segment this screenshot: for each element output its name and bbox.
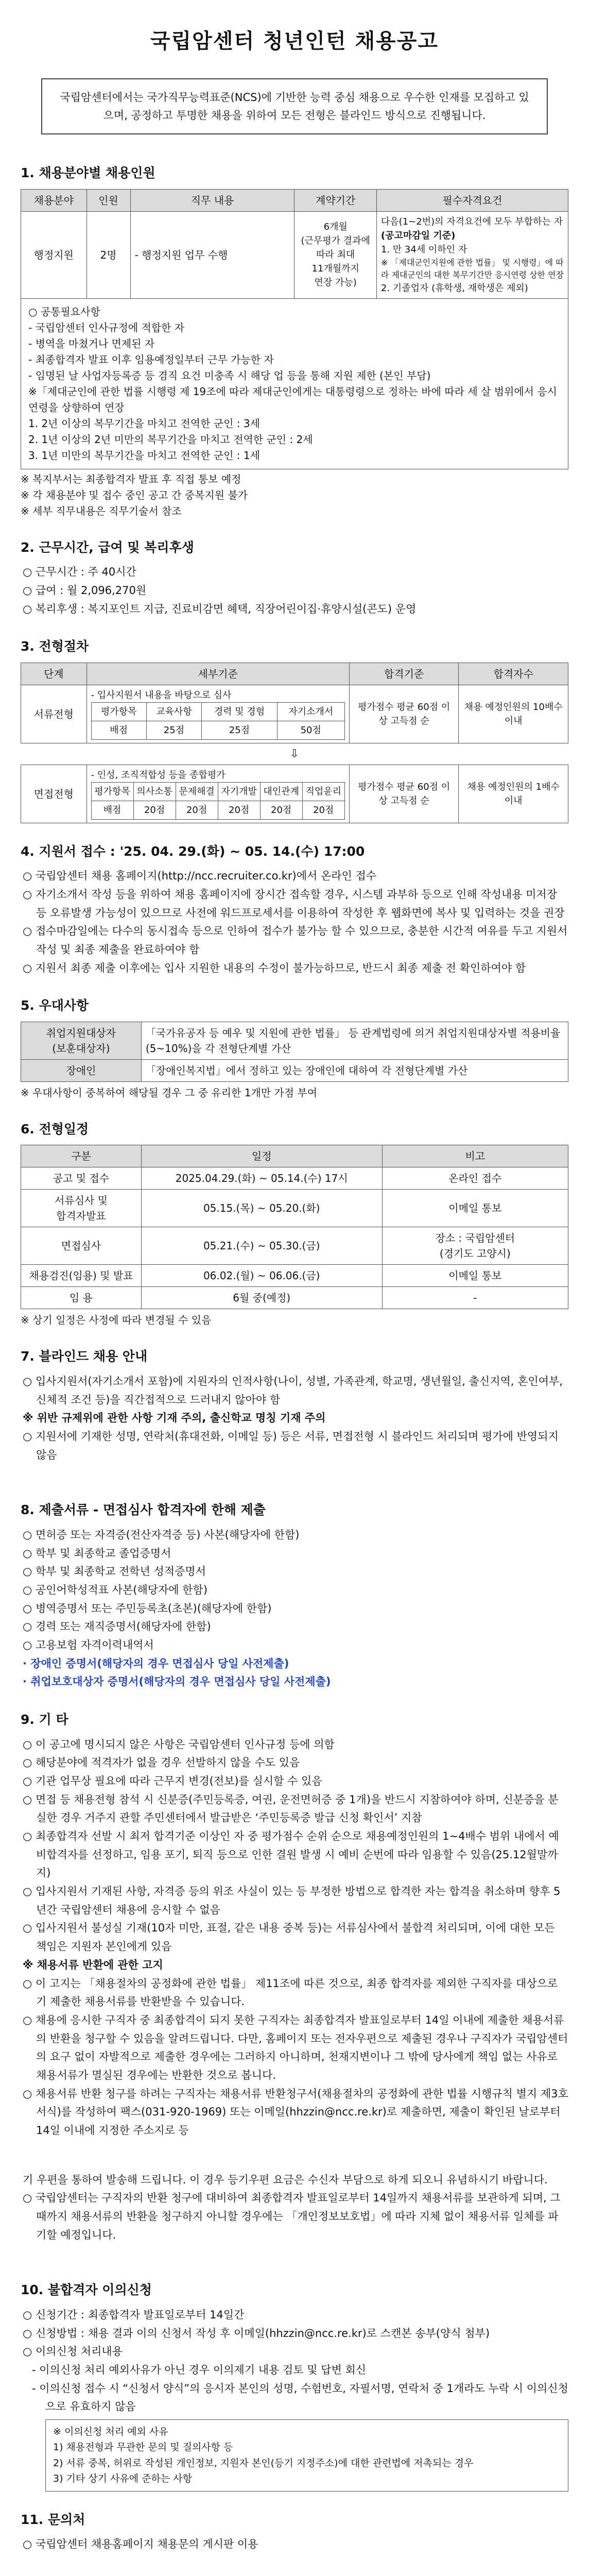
document-count: 채용 예정인원의 10배수 이내 [459,685,568,743]
note-line: 2. 1년 이상의 2년 미만의 복무기간을 마치고 전역한 군인 : 2세 [28,433,313,446]
interview-score-table [91,782,345,820]
interview-count: 채용 예정인원의 1배수 이내 [459,765,568,823]
preference-value: 「국가유공자 등 예우 및 지원에 관한 법률」 등 관계법령에 의거 취업지원대상자별 적용비율(5~10%)을 각 전형단계별 가산 [141,1022,568,1059]
contact-item: ○ 국립암센터 채용홈페이지 채용문의 게시판 이용 [23,2538,258,2551]
req-line: 다음(1~2번)의 자격요건에 모두 부합하는 자 [380,216,563,227]
application-item: ○ 국립암센터 채용 홈페이지(http://ncc.recruiter.co.kr)에서 온라인 접수 [23,870,377,883]
misc-item: ○ 입사지원서 기재된 사항, 자격증 등의 위조 사실이 있는 등 부정한 방법으로 합격한 자는 합격을 취소하며 향후 5년간 국립암센터 채용에 응시할 수 없음 [23,1885,561,1916]
score-header: 자기개발 [218,782,260,801]
requirements-cell [376,211,568,298]
process-table-document [21,663,568,743]
score-header: 직업윤리 [302,782,344,801]
misc-item: ○ 이 공고에 명시되지 않은 사항은 국립암센터 인사규정 등에 의함 [23,1738,335,1751]
schedule-cell: 장소 : 국립암센터 (경기도 고양시) [382,1227,568,1265]
document-criteria [86,685,349,743]
th-schedule: 일정 [141,1145,382,1167]
score-value: 20점 [218,801,260,819]
section-9-title: 9. 기 타 [21,1712,68,1727]
arrow-down-icon: ⇩ [289,747,300,760]
page-title: 국립암센터 청년인턴 채용공고 [150,29,439,53]
blind-item: ※ 위반 규제위에 관한 사항 기재 주의, 출신학교 명칭 기재 주의 [23,1412,326,1425]
section-8-title: 8. 제출서류 - 면접심사 합격자에 한해 제출 [21,1502,266,1518]
misc-item: ○ 면접 등 채용전형 참석 시 신분증(주민등록증, 여권, 운전면허증 중 1개)을 반드시 지참하여야 하며, 신분증을 분실한 경우 거주지 관할 주민센터에서 발급받은 ‘주민등록증 발급 신청 확인서’ 지참 [23,1793,559,1824]
section-1-note: ※ 복지부서는 최종합격자 발표 후 직접 통보 예정 [21,472,241,485]
th-pass: 합격기준 [349,663,459,685]
benefits: ○ 복리후생 : 복지포인트 지급, 진료비감면 혜택, 직장어린이집·휴양시설(콘도) 운영 [23,602,417,615]
th-count: 인원 [86,189,130,211]
schedule-cell: 05.15.(목) ~ 05.20.(화) [141,1190,382,1227]
appeal-item: ○ 이의신청 처리내용 [23,2345,123,2358]
section-1-note: ※ 각 채용분야 및 접수 중인 공고 간 중복지원 불가 [21,488,248,501]
blind-item: ○ 지원서에 기재한 성명, 연락처(휴대전화, 이메일 등) 등은 서류, 면접전형 시 블라인드 처리되며 평가에 반영되지 않음 [23,1430,559,1461]
misc-item: ※ 채용서류 반환에 관한 고지 [23,1958,163,1971]
schedule-cell: - [382,1287,568,1309]
section-6-title: 6. 전형일정 [21,1121,89,1137]
schedule-note: ※ 상기 일정은 사정에 따라 변경될 수 있음 [21,1314,212,1327]
th-requirements: 필수자격요건 [376,189,568,211]
misc-item: ○ 국립암센터는 구직자의 반환 청구에 대비하여 최종합격자 발표일로부터 14일까지 채용서류를 보관하게 되며, 그때까지 채용서류의 반환을 청구하지 아니할 경우에는 「개인정보보호법」에 따라 지체 없이 채용서류 일체를 파기할 예정입니다. [23,2192,561,2241]
score-value: 20점 [133,801,176,819]
preference-note: ※ 우대사항이 중복하여 해당될 경우 그 중 유리한 1개만 가점 부여 [21,1086,318,1099]
th-duty: 직무 내용 [130,189,294,211]
score-header: 평가항목 [91,702,146,721]
schedule-cell: 임 용 [21,1287,142,1309]
th-field: 채용분야 [21,189,87,211]
document-item: ○ 학부 및 최종학교 졸업증명서 [23,1547,171,1560]
schedule-row [21,1227,568,1265]
intro-box: 국립암센터에서는 국가직무능력표준(NCS)에 기반한 능력 중심 채용으로 우수한 인재를 모집하고 있으며, 공정하고 투명한 채용을 위하여 모든 전형은 블라인드 방식으로 진행됩니다. [41,78,548,134]
th-criteria: 세부기준 [86,663,349,685]
application-item: ○ 접수마감일에는 다수의 동시접속 등으로 인하여 접수가 불가능 할 수 있으므로, 충분한 시간적 여유를 두고 지원서 작성 및 최종 제출을 완료하여야 함 [23,925,568,956]
note-line: - 최종합격자 발표 이후 임용예정일부터 근무 가능한 자 [28,353,274,366]
document-item: ○ 경력 또는 재직증명서(해당자에 한함) [23,1620,211,1633]
appeal-item: ○ 신청방법 : 채용 결과 이의 신청서 작성 후 이메일(hhzzin@ncc.re.kr)로 스캔본 송부(양식 첨부) [23,2327,490,2340]
interview-pass: 평가점수 평균 60점 이상 고득점 순 [349,765,459,823]
document-item: ○ 병역증명서 또는 주민등록초(초본)(해당자에 한함) [23,1602,272,1615]
note-line: ※「제대군인에 관한 법률 시행령 제 19조에 따라 제대군인에게는 대통령령으로 정하는 바에 따라 세 살 범위에서 응시연령을 상향하여 연장 [28,385,557,414]
exception-line: 1) 채용전형과 무관한 문의 및 질의사항 등 [53,2442,233,2453]
schedule-cell: 면접심사 [21,1227,142,1265]
section-4-title: 4. 지원서 접수 : '25. 04. 29.(화) ~ 05. 14.(수) 17:00 [21,843,365,859]
application-item: ○ 지원서 최종 제출 이후에는 입사 지원한 내용의 수정이 불가능하므로, 반드시 최종 제출 전 확인하여야 함 [23,961,526,974]
interview-desc: - 인성, 조직적합성 등을 종합평가 [91,769,226,781]
exception-line: ※ 이의신청 처리 예외 사유 [53,2426,168,2438]
schedule-cell: 채용검진(임용) 및 발표 [21,1265,142,1287]
schedule-row [21,1287,568,1309]
section-3-title: 3. 전형절차 [21,639,89,654]
salary: ○ 급여 : 월 2,096,270원 [23,584,147,597]
document-item: ○ 면허증 또는 자격증(전산자격증 등) 사본(해당자에 한함) [23,1528,300,1541]
req-line: 2. 기졸업자 (휴학생, 재학생은 제외) [380,282,528,294]
recruit-table [21,189,568,299]
section-7-title: 7. 블라인드 채용 안내 [21,1349,148,1364]
document-score-table [91,702,345,740]
note-line: - 병역을 마쳤거나 면제된 자 [28,337,155,350]
schedule-row [21,1265,568,1287]
score-value: 20점 [176,801,218,819]
misc-item: ○ 채용에 응시한 구직자 중 최종합격이 되지 못한 구직자는 최종합격자 발표일로부터 14일 이내에 제출한 채용서류의 반환을 청구할 수 있음을 알려드립니다. 다만, 홈페이지 또는 전자우편으로 제출된 경우나 구직자가 국립암센터의 요구 없이 자발적으로 제출한 경우에는 그러하지 아니하며, 천재지변이나 그 밖에 당사에게 책임 없는 사유로 채용서류가 멸실된 경우에는 반환한 것으로 봅니다. [23,2013,568,2081]
schedule-cell: 온라인 접수 [382,1167,568,1190]
work-hours: ○ 근무시간 : 주 40시간 [23,566,136,579]
schedule-cell: 이메일 통보 [382,1190,568,1227]
document-desc: - 입사지원서 내용을 바탕으로 심사 [91,689,232,701]
document-item: · 장애인 증명서(해당자의 경우 면접심사 당일 사전제출) [23,1657,289,1670]
exception-line: 3) 기타 상기 사유에 준하는 사항 [53,2473,192,2485]
score-value: 20점 [260,801,302,819]
document-pass: 평가점수 평균 60점 이상 고득점 순 [349,685,459,743]
score-value: 25점 [202,721,278,739]
preference-value: 「장애인복지법」에서 정하고 있는 장애인에 대하여 각 전형단계별 가산 [141,1059,568,1081]
field-cell: 행정지원 [21,211,87,298]
score-header: 문제해결 [176,782,218,801]
score-label: 배점 [91,801,133,819]
score-value: 20점 [302,801,344,819]
appeal-item: ○ 신청기간 : 최종합격자 발표일로부터 14일간 [23,2308,245,2321]
stage-document: 서류전형 [21,685,87,743]
schedule-cell: 서류심사 및 합격자발표 [21,1190,142,1227]
recruit-table-row [21,211,568,298]
note-line: 3. 1년 미만의 복무기간을 마치고 전역한 군인 : 1세 [28,449,260,462]
duty-cell: - 행정지원 업무 수행 [130,211,294,298]
score-header: 자기소개서 [277,702,344,721]
misc-item: ○ 입사지원서 불성실 기재(10자 미만, 표절, 같은 내용 중복 등)는 서류심사에서 불합격 처리되며, 이에 대한 모든 책임은 지원자 본인에게 있음 [23,1922,555,1953]
score-header: 경력 및 경험 [202,702,278,721]
application-item: ○ 자기소개서 작성 등을 위하여 채용 홈페이지에 장시간 접속할 경우, 시스템 과부하 등으로 인해 작성내용 미저장 등 오류발생 가능성이 있으므로 사전에 워드프로세서를 이용하여 작성한 후 웹화면에 복사 및 입력하는 것을 권장 [23,888,565,919]
misc-item: 기 우편을 통하여 발송해 드립니다. 이 경우 등기우편 요금은 수신자 부담으로 하게 되오니 유념하시기 바랍니다. [23,2173,548,2186]
stage-interview: 면접전형 [21,765,87,823]
blind-item: ○ 입사지원서(자기소개서 포함)에 지원자의 인적사항(나이, 성별, 가족관계, 학교명, 생년월일, 출신지역, 혼인여부, 신체적 조건 등)을 직간접적으로 드러내지 않아야 함 [23,1375,563,1406]
score-header: 평가항목 [91,782,133,801]
score-value: 50점 [277,721,344,739]
schedule-cell: 공고 및 접수 [21,1167,142,1190]
schedule-row [21,1167,568,1190]
interview-criteria [86,765,349,823]
section-11-title: 11. 문의처 [21,2512,85,2527]
appeal-exception-box [45,2419,568,2492]
schedule-cell: 6월 중(예정) [141,1287,382,1309]
schedule-cell: 06.02.(월) ~ 06.06.(금) [141,1265,382,1287]
section-1-title: 1. 채용분야별 채용인원 [21,165,155,181]
section-1-note: ※ 세부 직무내용은 직무기술서 참조 [21,504,182,517]
document-item: ○ 고용보험 자격이력내역서 [23,1639,154,1652]
score-value: 25점 [146,721,201,739]
section-5-title: 5. 우대사항 [21,998,89,1013]
schedule-cell: 05.21.(수) ~ 05.30.(금) [141,1227,382,1265]
recruit-table-header [21,189,568,211]
document-item: · 취업보호대상자 증명서(해당자의 경우 면접심사 당일 사전제출) [23,1675,331,1688]
appeal-subitem: - 이의신청 접수 시 “신청서 양식”의 응시자 본인의 성명, 수험번호, 자필서명, 연락처 중 1개라도 누락 시 이의신청으로 유효하지 않음 [32,2382,568,2413]
schedule-row [21,1190,568,1227]
req-line: 1. 만 34세 이하인 자 [380,244,467,255]
schedule-table [21,1145,568,1309]
misc-item: ○ 최종합격자 선발 시 최저 합격기준 이상인 자 중 평가점수 순위 순으로 채용예정인원의 1~4배수 범위 내에서 예비합격자를 선정하고, 임용 포기, 퇴직 등으로 인한 결원 발생 시 예비 순번에 따라 임용할 수 있음(25.12월말까지) [23,1830,559,1879]
document-item: ○ 공인어학성적표 사본(해당자에 한함) [23,1583,208,1596]
document-item: ○ 학부 및 최종학교 전학년 성적증명서 [23,1565,206,1578]
misc-item: ○ 이 고지는 「채용절차의 공정화에 관한 법률」 제11조에 따른 것으로, 최종 합격자를 제외한 구직자를 대상으로 기 제출한 채용서류를 반환받을 수 있습니다. [23,1977,558,2008]
count-cell: 2명 [86,211,130,298]
schedule-cell: 이메일 통보 [382,1265,568,1287]
th-category: 구분 [21,1145,142,1167]
note-line: 1. 2년 이상의 복무기간을 마치고 전역한 군인 : 3세 [28,417,260,430]
process-table-interview [21,765,568,823]
score-header: 대인관계 [260,782,302,801]
misc-item: ○ 채용서류 반환 청구를 하려는 구직자는 채용서류 반환청구서(채용절차의 공정화에 관한 법률 시행규칙 별지 제3호 서식)를 작성하여 팩스(031-920-1969) 또는 이메일(hhzzin@ncc.re.kr)로 제출하면, 제출이 확인된 날로부터 14일 이내에 지정한 주소지로 등 [23,2087,568,2137]
th-stage: 단계 [21,663,87,685]
misc-item: ○ 해당분야에 적격자가 없을 경우 선발하지 않을 수도 있음 [23,1756,300,1769]
th-period: 계약기간 [294,189,376,211]
exception-line: 2) 서류 중복, 허위로 작성된 개인정보, 지원자 본인(등기 지정주소)에 대한 관련법에 저촉되는 경우 [53,2457,474,2469]
req-line: ※ 「제대군인지원에 관한 법률」 및 시행령」에 따라 제대군인의 대한 복무기간만 응시연령 상한 연장 [380,257,564,280]
th-number: 합격자수 [459,663,568,685]
misc-item: ○ 기관 업무상 필요에 따라 근무지 변경(전보)를 실시할 수 있음 [23,1774,322,1787]
note-line: - 국립암센터 인사규정에 적합한 자 [28,321,185,334]
score-header: 교육사항 [146,702,201,721]
section-10-title: 10. 불합격자 이의신청 [21,2282,152,2298]
score-header: 의사소통 [133,782,176,801]
th-remark: 비고 [382,1145,568,1167]
score-label: 배점 [91,721,146,739]
schedule-cell: 2025.04.29.(화) ~ 05.14.(수) 17시 [141,1167,382,1190]
note-line: - 임명된 날 사업자등록증 등 겸직 요건 미충족 시 해당 업 등을 통해 지원 제한 (본인 부담) [28,369,431,382]
note-line: ○ 공통필요사항 [28,305,100,318]
appeal-subitem: - 이의신청 처리 예외사유가 아닌 경우 이의제기 내용 검토 및 답변 회신 [32,2364,367,2377]
preference-key: 취업지원대상자 (보훈대상자) [21,1022,142,1059]
preference-table [21,1022,568,1082]
common-requirements-box [21,299,568,469]
section-2-title: 2. 근무시간, 급여 및 복리후생 [21,539,194,555]
period-cell: 6개월 (근무평가 결과에 따라 최대 11개월까지 연장 가능) [294,211,376,298]
preference-key: 장애인 [21,1059,142,1081]
req-line: (공고마감일 기준) [380,230,456,241]
